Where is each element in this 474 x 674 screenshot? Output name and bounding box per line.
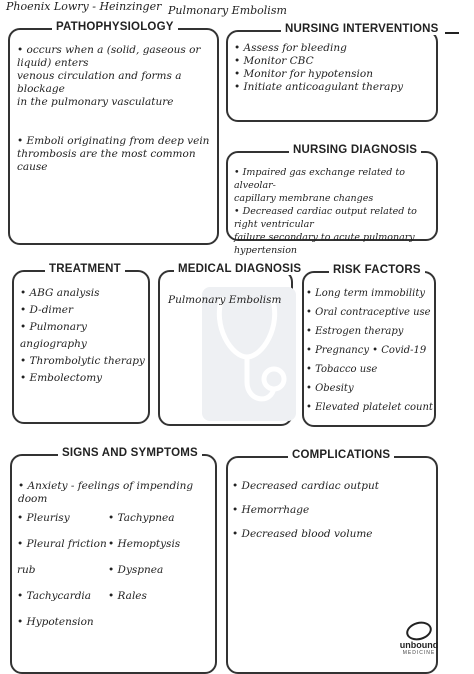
line-item: • Tachypnea xyxy=(108,512,175,524)
complications-lines xyxy=(232,474,432,546)
line-item: • Long term immobility xyxy=(306,288,425,299)
line-item: • Decreased cardiac output related to right ventricular xyxy=(234,206,417,230)
line-item: • Tachycardia xyxy=(17,590,92,602)
line-item: • Obesity xyxy=(306,383,354,394)
line-item: • Hypotension xyxy=(17,616,94,628)
logo-sub: MEDICINE xyxy=(402,650,436,656)
pathophysiology-title: PATHOPHYSIOLOGY xyxy=(52,21,178,33)
line-item: • Elevated platelet count xyxy=(306,402,433,413)
line-item xyxy=(17,109,215,122)
line-item: • Decreased blood volume xyxy=(232,528,373,540)
line-item: capillary membrane changes xyxy=(234,193,374,204)
line-item: • Estrogen therapy xyxy=(306,326,404,337)
line-item: • Emboli originating from deep vein xyxy=(17,135,210,147)
signs-symptoms-col2 xyxy=(108,505,208,609)
line-item: • Dyspnea xyxy=(108,564,164,576)
line-item: • occurs when a (solid, gaseous or liquid) enters xyxy=(17,44,201,69)
line-item: • Monitor for hypotension xyxy=(234,68,373,80)
line-item: • Impaired gas exchange related to alveolar- xyxy=(234,167,405,191)
line-item: • Decreased cardiac output xyxy=(232,480,379,492)
line-item: • Thrombolytic therapy xyxy=(20,355,145,367)
line-item: thrombosis are the most common xyxy=(17,148,196,160)
unbound-logo xyxy=(399,622,439,656)
risk-factors-lines xyxy=(306,284,436,417)
line-item: cause xyxy=(17,161,48,173)
treatment-title: TREATMENT xyxy=(45,263,125,275)
line-item: • Anxiety - feelings of impending doom xyxy=(18,480,194,505)
treatment-lines xyxy=(20,285,148,387)
medical-diagnosis-lines xyxy=(168,294,292,307)
line-item: venous circulation and forms a blockage xyxy=(17,70,182,95)
signs-symptoms-lines xyxy=(18,480,213,506)
line-item: • Oral contraceptive use xyxy=(306,307,431,318)
line-item xyxy=(17,122,215,135)
line-item: • ABG analysis xyxy=(20,287,100,299)
line-item: failure secondary to acute pulmonary hypertension xyxy=(234,232,415,256)
logo-name: unbound xyxy=(399,640,439,650)
stethoscope-watermark xyxy=(202,287,296,421)
line-item: Pulmonary Embolism xyxy=(168,294,282,306)
signs-symptoms-title: SIGNS AND SYMPTOMS xyxy=(58,447,202,459)
line-item: • Tobacco use xyxy=(306,364,378,375)
nursing-diagnosis-lines xyxy=(234,166,434,257)
line-item: • Pulmonary angiography xyxy=(20,321,87,350)
margin-dash xyxy=(445,32,459,34)
line-item: • Hemorrhage xyxy=(232,504,310,516)
line-item: • Monitor CBC xyxy=(234,55,314,67)
complications-title: COMPLICATIONS xyxy=(288,449,394,461)
nursing-diagnosis-title: NURSING DIAGNOSIS xyxy=(289,144,421,156)
line-item: • Hemoptysis xyxy=(108,538,181,550)
line-item: • Rales xyxy=(108,590,147,602)
line-item: in the pulmonary vasculature xyxy=(17,96,174,108)
line-item: • Pleural friction rub xyxy=(17,538,107,576)
line-item: • Assess for bleeding xyxy=(234,42,347,54)
line-item: • D-dimer xyxy=(20,304,73,316)
header-right-note: Pulmonary Embolism xyxy=(168,4,287,17)
nursing-interventions-title: NURSING INTERVENTIONS xyxy=(281,23,443,35)
medical-diagnosis-title: MEDICAL DIAGNOSIS xyxy=(174,263,305,275)
line-item: • Pleurisy xyxy=(17,512,70,524)
line-item: • Pregnancy • Covid-19 xyxy=(306,345,427,356)
header-left-note: Phoenix Lowry - Heinzinger xyxy=(6,0,162,13)
nursing-interventions-lines xyxy=(234,42,432,94)
risk-factors-title: RISK FACTORS xyxy=(329,264,425,276)
signs-symptoms-col1 xyxy=(17,505,109,635)
line-item: • Embolectomy xyxy=(20,372,103,384)
line-item: • Initiate anticoagulant therapy xyxy=(234,81,404,93)
pathophysiology-lines xyxy=(17,44,215,174)
